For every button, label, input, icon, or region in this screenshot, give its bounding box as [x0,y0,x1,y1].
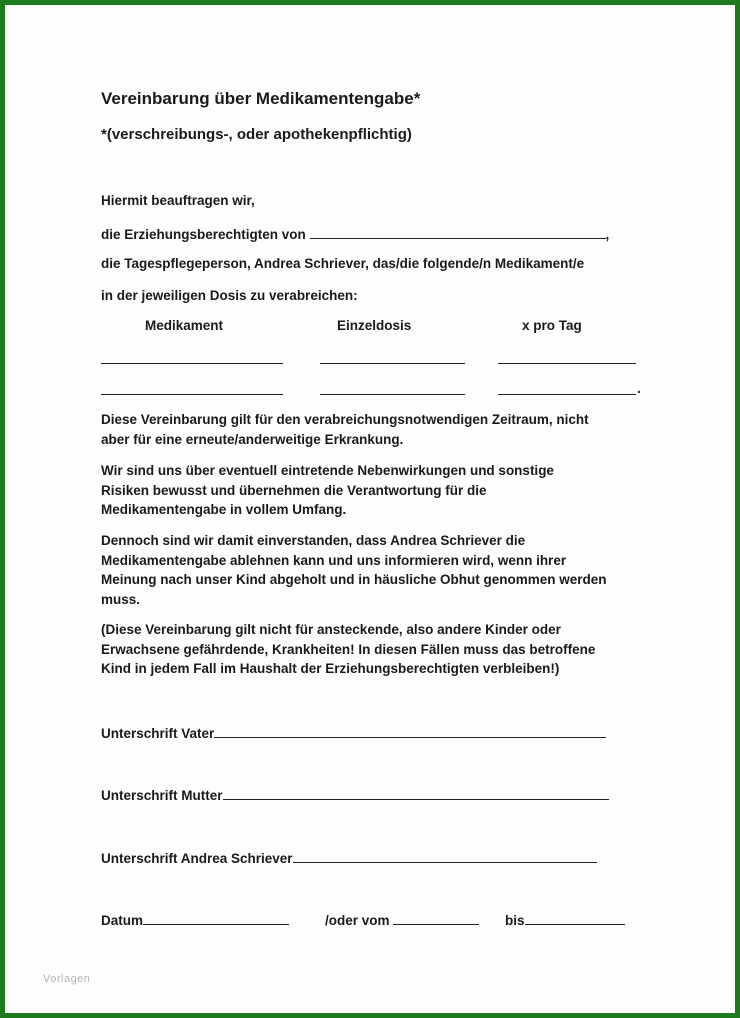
date-field[interactable] [143,910,289,925]
date-until-label: bis [505,913,525,928]
document-subtitle: *(verschreibungs-, oder apothekenpflichtig) [101,126,412,143]
date-from-label: /oder vom [325,913,390,928]
signature-caregiver-field[interactable] [293,848,597,863]
paragraph-line: Meinung nach unser Kind abgeholt und in häusliche Obhut genommen werden [101,572,607,587]
signature-mother-field[interactable] [223,785,609,800]
paragraph-line: Diese Vereinbarung gilt für den verabreichungsnotwendigen Zeitraum, nicht [101,412,589,427]
table-header-per-day: x pro Tag [522,318,582,333]
medication-field-row-2[interactable] [101,394,283,395]
table-header-dose: Einzeldosis [337,318,412,333]
signature-mother-label: Unterschrift Mutter [101,788,223,803]
signature-father-label: Unterschrift Vater [101,726,215,741]
paragraph-line: Erwachsene gefährdende, Krankheiten! In diesen Fällen muss das betroffene [101,641,596,657]
child-name-field[interactable] [310,224,606,239]
watermark-text: Vorlagen [43,973,91,985]
dose-field-row-2[interactable] [320,394,465,395]
date-from-row [325,910,479,928]
signature-father-field[interactable] [214,723,606,738]
date-label: Datum [101,913,144,928]
intro-line-2-comma: , [605,227,610,242]
signature-father-row [101,723,606,741]
intro-line-4: in der jeweiligen Dosis zu verabreichen: [101,288,358,303]
paragraph-line: (Diese Vereinbarung gilt nicht für ansteckende, also andere Kinder oder [101,622,561,637]
date-row [101,910,289,928]
signature-mother-row [101,785,609,803]
paragraph-line: Wir sind uns über eventuell eintretende Nebenwirkungen und sonstige [101,463,554,478]
date-from-field[interactable] [393,910,479,925]
paragraph-line: Medikamentengabe in vollem Umfang. [101,502,347,517]
intro-line-1: Hiermit beauftragen wir, [101,193,255,208]
signature-caregiver-label: Unterschrift Andrea Schriever [101,851,293,866]
dose-field-row-1[interactable] [320,363,465,364]
paragraph-line: Risiken bewusst und übernehmen die Verantwortung für die [101,482,487,498]
intro-line-3: die Tagespflegeperson, Andrea Schriever, das/die folgende/n Medikament/e [101,256,585,271]
paragraph-line: Dennoch sind wir damit einverstanden, dass Andrea Schriever die [101,533,526,548]
paragraph-refusal [101,531,661,609]
table-header-medication: Medikament [145,318,224,333]
paragraph-line: muss. [101,591,141,607]
per-day-field-row-2[interactable] [498,394,636,395]
paragraph-line: Medikamentengabe ablehnen kann und uns informieren wird, wenn ihrer [101,552,567,568]
intro-line-2 [101,224,609,242]
per-day-field-row-1[interactable] [498,363,636,364]
paragraph-line: aber für eine erneute/anderweitige Erkrankung. [101,431,404,447]
medication-field-row-1[interactable] [101,363,283,364]
date-until-field[interactable] [525,910,625,925]
date-until-row [505,910,625,928]
paragraph-risks [101,461,661,520]
guardians-label: die Erziehungsberechtigten von [101,227,306,242]
paragraph-duration [101,410,661,449]
document-title: Vereinbarung über Medikamentengabe* [101,89,421,108]
table-end-mark: . [637,381,641,396]
signature-caregiver-row [101,848,597,866]
paragraph-contagious [101,620,661,679]
paragraph-line: Kind in jedem Fall im Haushalt der Erziehungsberechtigten verbleiben!) [101,661,560,676]
